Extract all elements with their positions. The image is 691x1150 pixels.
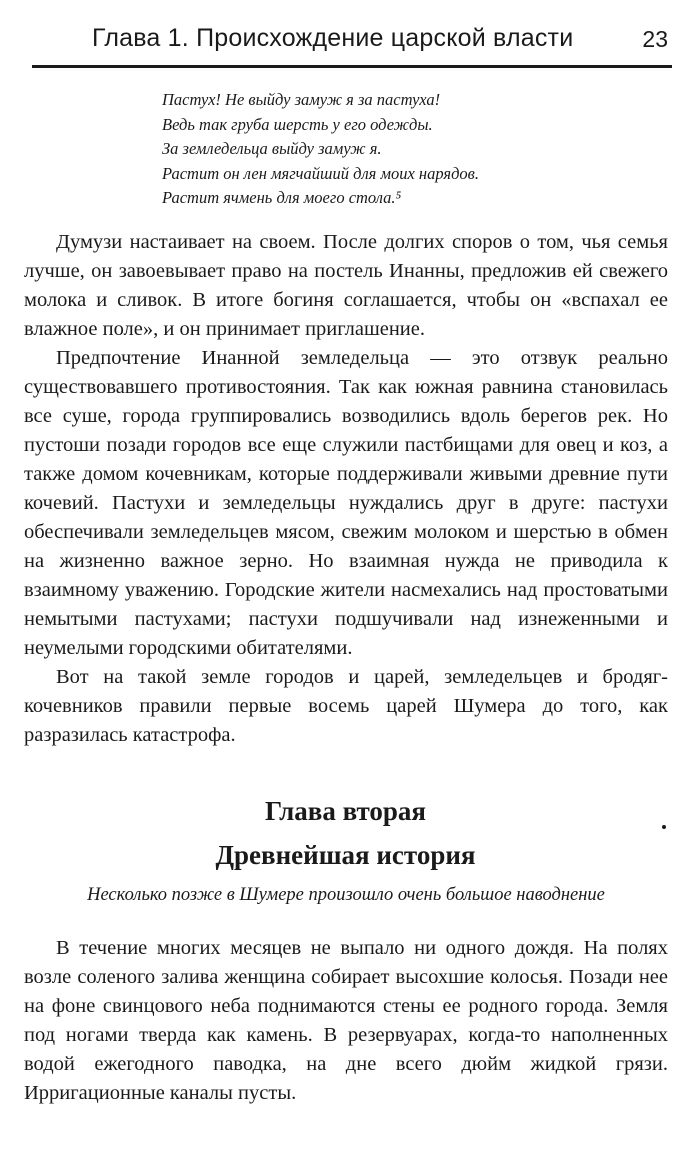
- poem-line: Растит ячмень для моего стола.⁵: [162, 188, 402, 207]
- paragraph: Вот на такой земле городов и царей, земледельцев и бродяг-кочевников правили первые восемь царей Шумера до того, как разразилась катастрофа.: [24, 666, 668, 746]
- poem-quote: [162, 88, 642, 211]
- chapter-label: Глава вторая: [264, 796, 427, 826]
- page-number: 23: [642, 26, 668, 52]
- running-head-title: Глава 1. Происхождение царской власти: [92, 24, 574, 52]
- poem-line: Ведь так груба шерсть у его одежды.: [162, 114, 433, 134]
- paragraph: Думузи настаивает на своем. После долгих споров о том, чья семья лучше, он завоевывает право на постель Инанны, предложив ей свежего молока и сливок. В итоге богиня соглашается, чтобы он «вспахал ее влажное поле», и он принимает приглашение.: [24, 231, 668, 340]
- chapter-title: Древнейшая история: [215, 840, 476, 870]
- poem-line: Растит он лен мягчайший для моих нарядов.: [162, 163, 479, 183]
- poem-line: Пастух! Не выйду замуж я за пастуха!: [162, 90, 441, 109]
- paragraph: Предпочтение Инанной земледельца — это отзвук реально существовавшего противостояния. Так как южная равнина становилась все суше, города группировались возводились вдоль берегов рек. Но пустоши позади городов все еще служили пастбищами для овец и коз, а также домом кочевникам, которые поддерживали живыми древние пути кочевий. Пастухи и земледельцы нуждались друг в друге: пастухи обеспечивали земледельцев мясом, свежим молоком и шерстью в обмен на жизненно важное зерно. Но взаимная нужда не приводила к взаимному уважению. Городские жители насмехались над простоватыми немытыми пастухами; пастухи подшучивали над изнеженными и неумелыми городскими обитателями.: [24, 347, 668, 659]
- chapter-epigraph: Несколько позже в Шумере произошло очень большое наводнение: [87, 885, 605, 905]
- poem-line: За земледельца выйду замуж я.: [162, 139, 382, 158]
- page-header: [32, 22, 672, 62]
- chapter-body-text: [24, 934, 668, 1108]
- paragraph: В течение многих месяцев не выпало ни одного дождя. На полях возле соленого залива женщина собирает высохшие колосья. Позади нее на фоне свинцового неба поднимаются стены ее родного города. Земля под ногами тверда как камень. В резервуарах, когда-то наполненных водой ежегодного паводка, на дне всего дюйм жидкой грязи. Ирригационные каналы пусты.: [24, 937, 668, 1104]
- body-text: [24, 228, 668, 750]
- speck-mark: [662, 825, 666, 829]
- header-rule: [32, 65, 672, 68]
